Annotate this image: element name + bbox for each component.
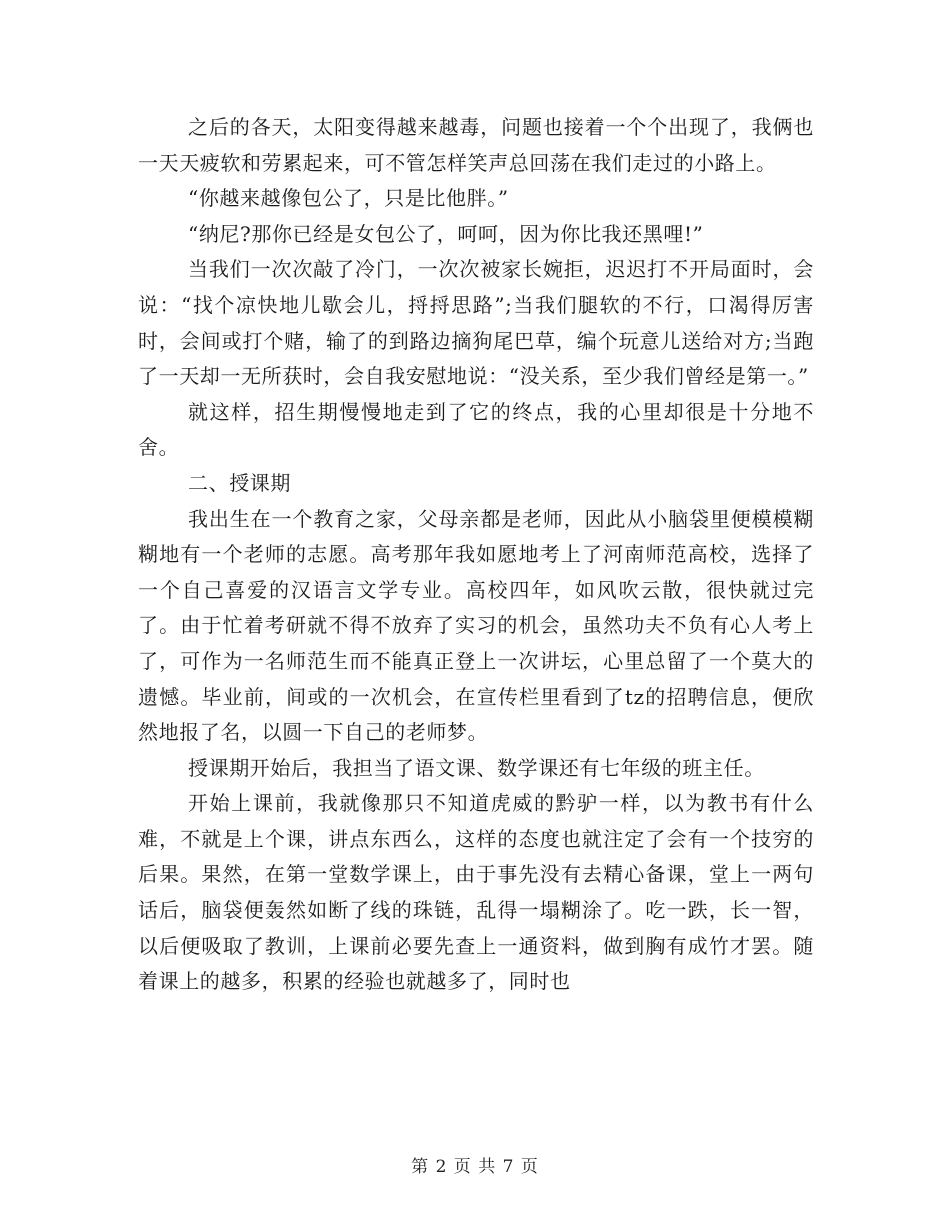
paragraph-7: 授课期开始后，我担当了语文课、数学课还有七年级的班主任。 — [188, 755, 765, 780]
paragraph-1: 之后的各天，太阳变得越来越毒，问题也接着一个个出现了，我俩也一天天疲软和劳累起来，可不管怎样笑声总回荡在我们走过的小路上。 — [138, 115, 814, 175]
page-body — [138, 110, 814, 1000]
paragraph-6: 我出生在一个教育之家，父母亲都是老师，因此从小脑袋里便模模糊糊地有一个老师的志愿。高考那年我如愿地考上了河南师范高校，选择了一个自己喜爱的汉语言文学专业。高校四年，如风吹云散，很快就过完了。由于忙着考研就不得不放弃了实习的机会，虽然功夫不负有心人考上了，可作为一名师范生而不能真正登上一次讲坛，心里总留了一个莫大的遗憾。毕业前，间或的一次机会，在宣传栏里看到了tz的招聘信息，便欣然地报了名，以圆一下自己的老师梦。 — [138, 506, 814, 745]
paragraph-3: “纳尼?那你已经是女包公了，呵呵，因为你比我还黑哩!” — [188, 221, 704, 246]
paragraph-2: “你越来越像包公了，只是比他胖。” — [188, 186, 509, 211]
paragraph-4: 当我们一次次敲了冷门，一次次被家长婉拒，迟迟打不开局面时，会说：“找个凉快地儿歇会儿，捋捋思路”;当我们腿软的不行，口渴得厉害时，会间或打个赌，输了的到路边摘狗尾巴草，编个玩意儿送给对方;当跑了一天却一无所获时，会自我安慰地说：“没关系，至少我们曾经是第一。” — [138, 257, 814, 389]
paragraph-5: 就这样，招生期慢慢地走到了它的终点，我的心里却很是十分地不舍。 — [138, 399, 814, 460]
page-number: 第 2 页 共 7 页 — [411, 1157, 539, 1177]
paragraph-8: 开始上课前，我就像那只不知道虎威的黔驴一样，以为教书有什么难，不就是上个课，讲点东西么，这样的态度也就注定了会有一个技穷的后果。果然，在第一堂数学课上，由于事先没有去精心备课，堂上一两句话后，脑袋便轰然如断了线的珠链，乱得一塌糊涂了。吃一跌，长一智，以后便吸取了教训，上课前必要先查上一通资料，做到胸有成竹才罢。随着课上的越多，积累的经验也就越多了，同时也 — [138, 791, 814, 994]
section-heading: 二、授课期 — [188, 470, 291, 495]
